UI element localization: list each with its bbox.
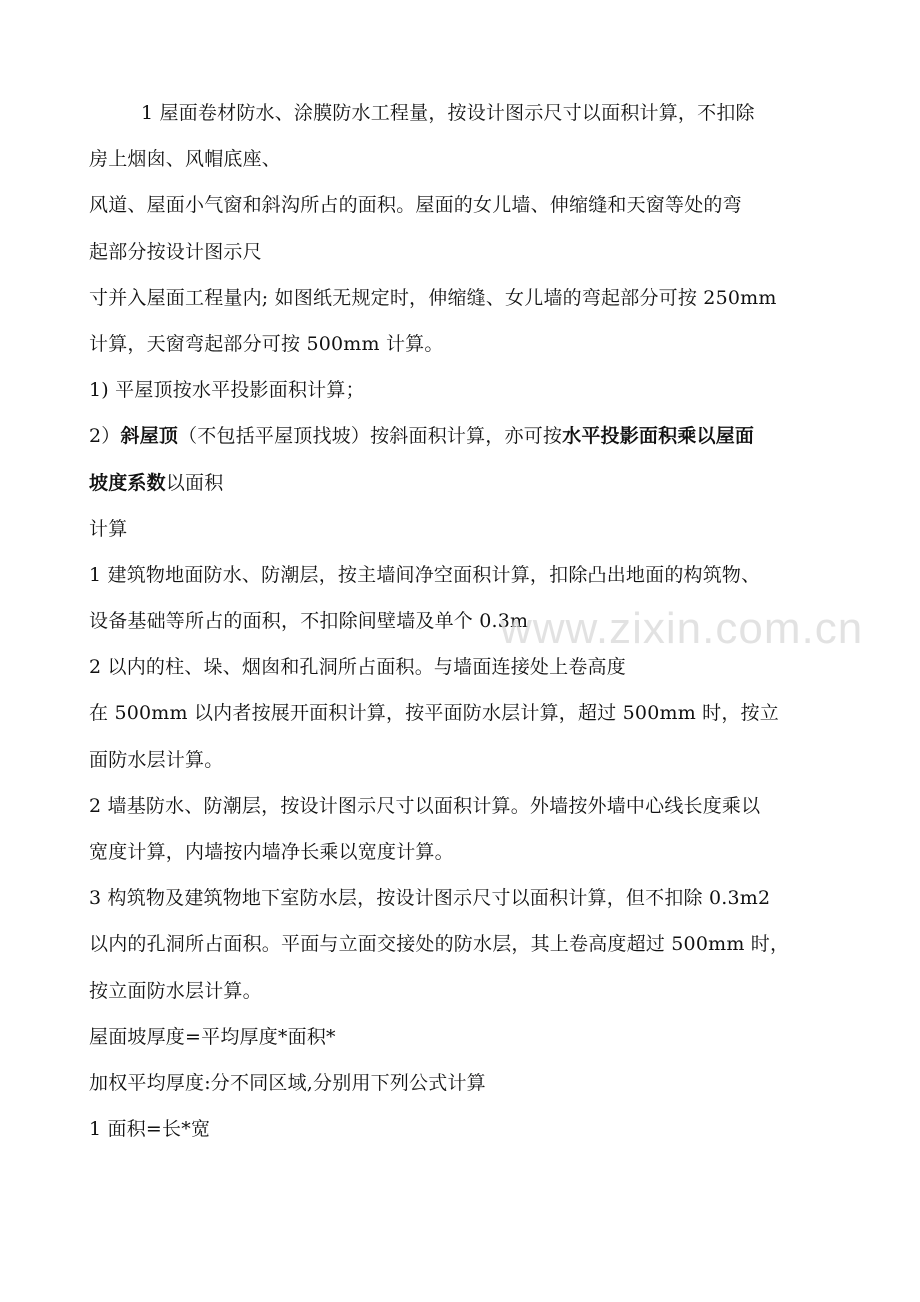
paragraph-line: 风道、屋面小气窗和斜沟所占的面积。屋面的女儿墙、伸缩缝和天窗等处的弯 <box>89 194 742 217</box>
bold-term: 坡度系数 <box>89 471 166 494</box>
paragraph-line: 1 屋面卷材防水、涂膜防水工程量，按设计图示尺寸以面积计算，不扣除 <box>141 102 755 124</box>
paragraph-line: 面防水层计算。 <box>89 748 224 771</box>
paragraph-line: 宽度计算，内墙按内墙净长乘以宽度计算。 <box>89 841 454 863</box>
paragraph-line: 2 以内的柱、垛、烟囱和孔洞所占面积。与墙面连接处上卷高度 <box>89 656 626 679</box>
paragraph-line: 按立面防水层计算。 <box>89 979 262 1002</box>
paragraph-line-mixed <box>89 460 849 506</box>
paragraph-line: 计算，天窗弯起部分可按 500mm 计算。 <box>89 332 444 355</box>
watermark-text: www.zixin.com.cn <box>500 604 864 653</box>
paragraph-line: 房上烟囱、风帽底座、 <box>89 148 282 171</box>
paragraph-line: 1 建筑物地面防水、防潮层，按主墙间净空面积计算，扣除凸出地面的构筑物、 <box>89 563 761 586</box>
paragraph-line: 以内的孔洞所占面积。平面与立面交接处的防水层，其上卷高度超过 500mm 时， <box>89 933 790 956</box>
paragraph-line: 计算 <box>89 517 128 540</box>
line-suffix: 以面积 <box>165 471 224 494</box>
paragraph-line: 3 构筑物及建筑物地下室防水层，按设计图示尺寸以面积计算，但不扣除 0.3m2 <box>89 887 771 910</box>
paragraph-line: 设备基础等所占的面积，不扣除间壁墙及单个 0.3m <box>89 610 529 633</box>
paragraph-line: 加权平均厚度:分不同区域,分别用下列公式计算 <box>89 1071 486 1094</box>
paragraph-line: 1 面积=长*宽 <box>89 1118 211 1141</box>
paragraph-line: 2 墙基防水、防潮层，按设计图示尺寸以面积计算。外墙按外墙中心线长度乘以 <box>89 794 761 817</box>
paragraph-line: 1) 平屋顶按水平投影面积计算； <box>89 379 365 402</box>
paragraph-line: 起部分按设计图示尺 <box>89 240 262 263</box>
paragraph-line: 在 500mm 以内者按展开面积计算，按平面防水层计算，超过 500mm 时，按立 <box>89 702 779 725</box>
bold-term: 水平投影面积乘以屋面 <box>562 425 755 448</box>
line-prefix: 2） <box>89 425 121 448</box>
bold-term: 斜屋顶 <box>120 425 179 448</box>
paragraph-line: 屋面坡厚度=平均厚度*面积* <box>89 1025 336 1048</box>
paragraph-line: 寸并入屋面工程量内; 如图纸无规定时，伸缩缝、女儿墙的弯起部分可按 250mm <box>89 286 777 309</box>
paragraph-line-mixed <box>89 413 849 459</box>
line-middle: （不包括平屋顶找坡）按斜面积计算，亦可按 <box>178 425 563 448</box>
